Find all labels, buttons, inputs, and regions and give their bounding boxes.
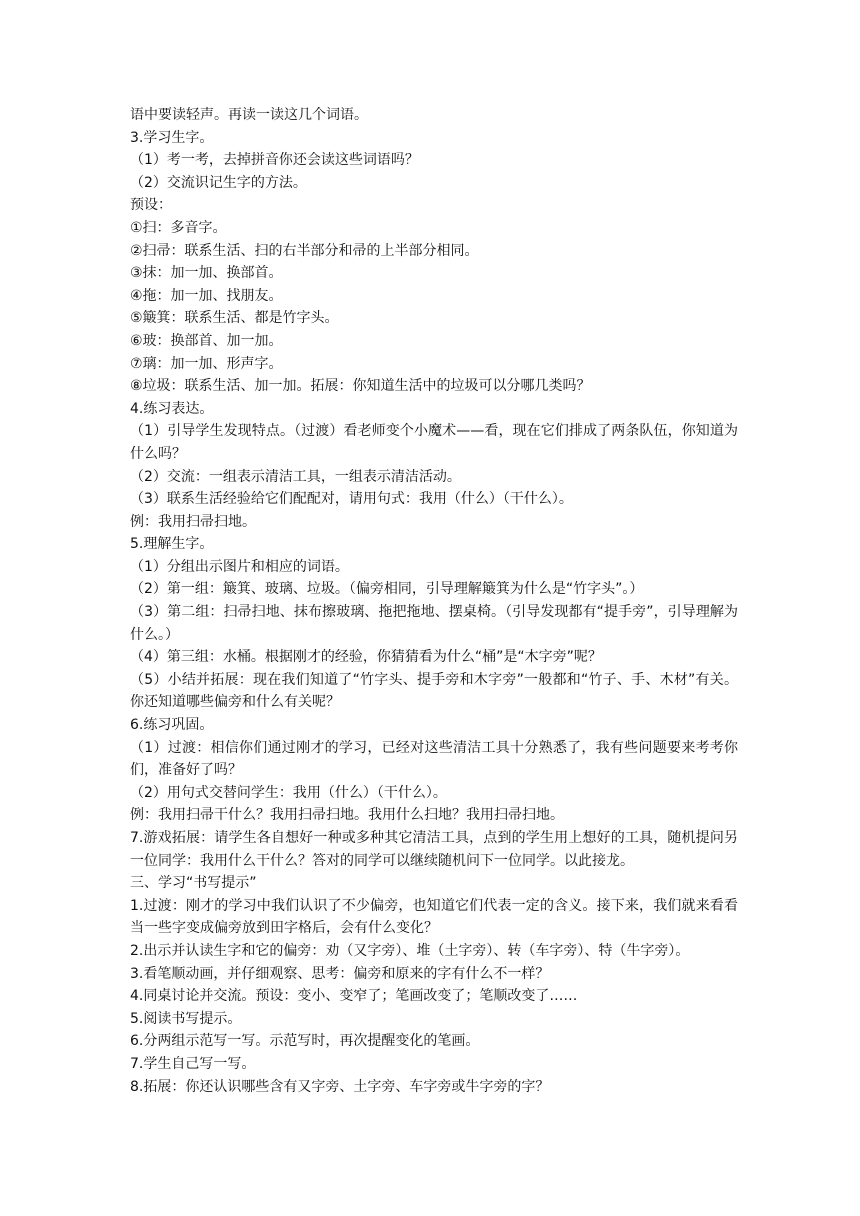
section-heading: 4.练习表达。 xyxy=(130,400,214,417)
text-line: ⑥玻：换部首、加一加。 xyxy=(130,332,283,349)
text-line: 4.同桌讨论并交流。预设：变小、变窄了；笔画改变了；笔顺改变了…… xyxy=(130,988,578,1005)
text-line: 6.分两组示范写一写。示范写时，再次提醒变化的笔画。 xyxy=(130,1033,480,1050)
text-line: ④拖：加一加、找朋友。 xyxy=(130,287,283,304)
text-line: 7.学生自己写一写。 xyxy=(130,1055,256,1072)
text-line: （1）分组出示图片和相应的词语。 xyxy=(130,558,349,575)
text-paragraph: （1）过渡：相信你们通过刚才的学习，已经对这些清洁工具十分熟悉了，我有些问题要来考考你们，准备好了吗？ xyxy=(130,739,738,779)
text-line: 例：我用扫帚扫地。 xyxy=(130,513,256,530)
text-line: ②扫帚：联系生活、扫的右半部分和帚的上半部分相同。 xyxy=(130,242,479,259)
section-heading: 5.理解生字。 xyxy=(130,536,214,553)
text-line: ①扫：多音字。 xyxy=(130,219,227,236)
text-line: （2）第一组：簸箕、玻璃、垃圾。（偏旁相同，引导理解簸箕为什么是“竹字头”。） xyxy=(130,581,644,598)
text-line: ⑧垃圾：联系生活、加一加。拓展：你知道生活中的垃圾可以分哪几类吗？ xyxy=(130,378,591,395)
text-line: （2）交流识记生字的方法。 xyxy=(130,174,307,191)
text-line: 预设： xyxy=(130,197,172,214)
section-heading: 3.学习生字。 xyxy=(130,129,214,146)
section-heading: 6.练习巩固。 xyxy=(130,717,214,734)
text-line: 5.阅读书写提示。 xyxy=(130,1010,242,1027)
text-line: （3）联系生活经验给它们配配对，请用句式：我用（什么）（干什么）。 xyxy=(130,491,573,508)
text-paragraph: （3）第二组：扫帚扫地、抹布擦玻璃、拖把拖地、摆桌椅。（引导发现都有“提手旁”，引导理解为什么。） xyxy=(130,604,738,643)
text-line: （2）交流：一组表示清洁工具，一组表示清洁活动。 xyxy=(130,468,461,485)
text-line: ③抹：加一加、换部首。 xyxy=(130,265,283,282)
text-line: 3.看笔顺动画，并仔细观察、思考：偏旁和原来的字有什么不一样？ xyxy=(130,965,550,982)
text-paragraph: （1）引导学生发现特点。（过渡）看老师变个小魔术——看，现在它们排成了两条队伍，你知道为什么吗？ xyxy=(130,423,738,462)
text-line: （2）用句式交替问学生：我用（什么）（干什么）。 xyxy=(130,784,447,801)
section-heading: 三、学习“书写提示” xyxy=(130,875,257,892)
text-line: （4）第三组：水桶。根据刚才的经验，你猜猜看为什么“桶”是“木字旁”呢？ xyxy=(130,649,602,666)
text-paragraph: （5）小结并拓展：现在我们知道了“竹字头、提手旁和木字旁”一般都和“竹子、手、木材”有关。你还知道哪些偏旁和什么有关呢？ xyxy=(130,671,738,711)
text-line: 2.出示并认读生字和它的偏旁：劝（又字旁）、堆（土字旁）、转（车字旁）、特（牛字旁）。 xyxy=(130,942,690,959)
document-body xyxy=(130,104,738,1098)
text-line: （1）考一考，去掉拼音你还会读这些词语吗？ xyxy=(130,152,419,169)
text-line: 8.拓展：你还认识哪些含有又字旁、土字旁、车字旁或牛字旁的字？ xyxy=(130,1078,550,1095)
text-line: 语中要读轻声。再读一读这几个词语。 xyxy=(130,107,368,123)
text-paragraph: 1.过渡：刚才的学习中我们认识了不少偏旁，也知道它们代表一定的含义。接下来，我们就来看看当一些字变成偏旁放到田字格后，会有什么变化？ xyxy=(130,897,738,937)
text-line: 例：我用扫帚干什么？我用扫帚扫地。我用什么扫地？我用扫帚扫地。 xyxy=(130,807,564,824)
text-paragraph: 7.游戏拓展：请学生各自想好一种或多种其它清洁工具，点到的学生用上想好的工具，随机提问另一位同学：我用什么干什么？答对的同学可以继续随机问下一位同学。以此接龙。 xyxy=(130,830,738,869)
text-line: ⑤簸箕：联系生活、都是竹字头。 xyxy=(130,310,339,327)
text-line: ⑦璃：加一加、形声字。 xyxy=(130,355,283,372)
